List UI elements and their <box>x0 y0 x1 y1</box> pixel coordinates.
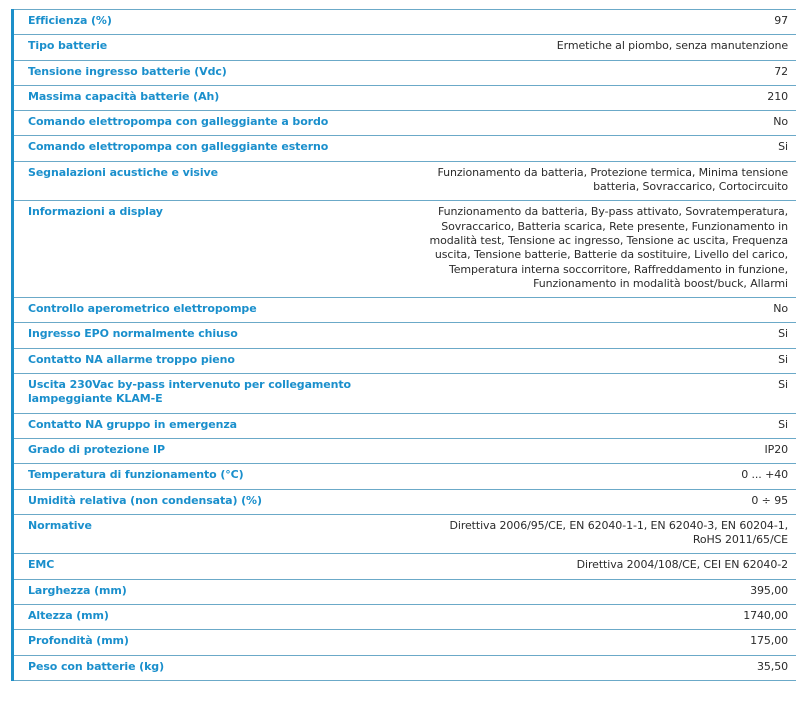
spec-table <box>11 9 796 681</box>
spec-row-profondita <box>14 630 796 655</box>
spec-label: Controllo aperometrico elettropompe <box>28 302 257 316</box>
spec-value: Funzionamento da batteria, By-pass attivato, Sovratemperatura, Sovraccarico, Batteria scarica, Rete presente, Funzionamento in modalità test, Tensione ac ingresso, Tensione ac uscita, Frequenza uscita, Tensione batterie, Batterie da sostituire, Livello del carico, Temperatura interna soccorritore, Raffreddamento in funzione, Funzionamento in modalità boost/buck, Allarmi <box>429 205 788 290</box>
spec-row-emc <box>14 554 796 579</box>
spec-row-controllo-aperometrico <box>14 298 796 323</box>
spec-label: Tensione ingresso batterie (Vdc) <box>28 64 227 78</box>
spec-label: Contatto NA gruppo in emergenza <box>28 417 237 431</box>
spec-value: Funzionamento da batteria, Protezione termica, Minima tensione batteria, Sovraccarico, Cortocircuito <box>437 165 788 194</box>
spec-label: Umidità relativa (non condensata) (%) <box>28 493 262 507</box>
spec-row-segnalazioni <box>14 162 796 202</box>
spec-value: 72 <box>774 64 788 78</box>
spec-value: 0 ÷ 95 <box>751 493 788 507</box>
spec-row-grado-protezione <box>14 439 796 464</box>
spec-value: Si <box>778 352 788 366</box>
spec-label: Profondità (mm) <box>28 634 129 648</box>
spec-row-temperatura <box>14 464 796 489</box>
spec-value: 35,50 <box>757 659 788 673</box>
spec-row-normative <box>14 515 796 555</box>
spec-label: Ingresso EPO normalmente chiuso <box>28 327 238 341</box>
spec-label: Larghezza (mm) <box>28 583 127 597</box>
spec-label: Tipo batterie <box>28 39 108 53</box>
spec-label: Segnalazioni acustiche e visive <box>28 165 218 179</box>
spec-value: 210 <box>767 89 788 103</box>
spec-value: 1740,00 <box>743 609 788 623</box>
spec-row-galleggiante-esterno <box>14 136 796 161</box>
spec-row-capacita-batterie <box>14 86 796 111</box>
spec-label: Temperatura di funzionamento (°C) <box>28 468 244 482</box>
spec-row-peso <box>14 656 796 681</box>
spec-value: Si <box>778 417 788 431</box>
spec-row-altezza <box>14 605 796 630</box>
spec-value: 175,00 <box>750 634 788 648</box>
spec-row-larghezza <box>14 580 796 605</box>
spec-row-informazioni-display <box>14 201 796 298</box>
spec-value: 97 <box>774 14 788 27</box>
spec-label: Informazioni a display <box>28 205 163 219</box>
spec-label: EMC <box>28 558 55 572</box>
spec-value: Direttiva 2006/95/CE, EN 62040-1-1, EN 62040-3, EN 60204-1, RoHS 2011/65/CE <box>449 518 788 547</box>
spec-value: No <box>773 115 788 129</box>
spec-row-uscita-bypass <box>14 374 796 414</box>
spec-value: Ermetiche al piombo, senza manutenzione <box>556 39 788 53</box>
spec-row-galleggiante-bordo <box>14 111 796 136</box>
spec-value: IP20 <box>764 442 788 456</box>
spec-label: Efficienza (%) <box>28 14 112 27</box>
spec-label: Contatto NA allarme troppo pieno <box>28 352 235 366</box>
spec-row-tipo-batterie <box>14 35 796 60</box>
spec-row-umidita <box>14 490 796 515</box>
spec-label: Peso con batterie (kg) <box>28 659 164 673</box>
spec-row-efficienza <box>14 9 796 35</box>
spec-value: Si <box>778 378 788 392</box>
spec-label: Uscita 230Vac by-pass intervenuto per collegamento lampeggiante KLAM-E <box>28 378 351 406</box>
spec-label: Grado di protezione IP <box>28 442 165 456</box>
spec-value: 0 ... +40 <box>741 468 788 482</box>
spec-value: 395,00 <box>750 583 788 597</box>
spec-value: Si <box>778 327 788 341</box>
spec-row-gruppo-emergenza <box>14 414 796 439</box>
spec-row-tensione-ingresso <box>14 61 796 86</box>
spec-label: Altezza (mm) <box>28 609 109 623</box>
spec-label: Normative <box>28 518 92 532</box>
spec-label: Massima capacità batterie (Ah) <box>28 89 220 103</box>
spec-value: Si <box>778 140 788 154</box>
spec-row-allarme-troppo-pieno <box>14 349 796 374</box>
spec-label: Comando elettropompa con galleggiante esterno <box>28 140 329 154</box>
spec-row-ingresso-epo <box>14 323 796 348</box>
spec-value: Direttiva 2004/108/CE, CEI EN 62040-2 <box>576 558 788 572</box>
spec-value: No <box>773 302 788 316</box>
spec-label: Comando elettropompa con galleggiante a bordo <box>28 115 329 129</box>
